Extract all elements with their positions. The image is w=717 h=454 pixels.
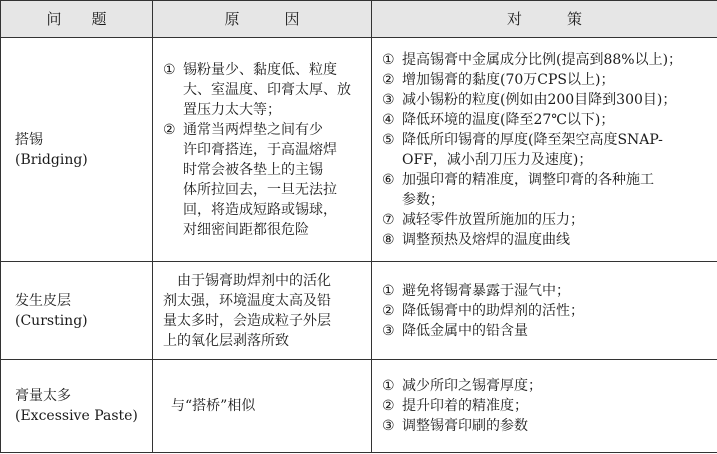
cause-line: 锡粉量少、黏度低、粒度 bbox=[183, 61, 337, 78]
measure-item bbox=[382, 376, 711, 396]
cause-line: 回，将造成短路或锡球， bbox=[183, 201, 337, 218]
measure-line: 减轻零件放置所施加的压力； bbox=[402, 211, 584, 228]
measure-item bbox=[382, 50, 711, 70]
measure-item bbox=[382, 230, 711, 250]
cause-line: 时常会被各垫上的主锡 bbox=[183, 161, 323, 178]
issue-name-cn: 膏量太多 bbox=[15, 388, 71, 404]
table-row-bridging bbox=[1, 38, 717, 262]
measure-cell bbox=[372, 38, 717, 262]
item-number: ② bbox=[382, 398, 395, 414]
measure-item bbox=[382, 130, 711, 170]
item-number: ① bbox=[382, 51, 395, 68]
item-number: ⑧ bbox=[382, 231, 395, 248]
item-number: ① bbox=[382, 378, 395, 394]
header-measure: 对 策 bbox=[372, 1, 717, 38]
measure-line: 加强印膏的精准度，调整印膏的各种施工 bbox=[402, 171, 654, 188]
measure-line: 降低金属中的铅含量 bbox=[402, 322, 528, 339]
cause-line: 通常当两焊垫之间有少 bbox=[183, 121, 323, 138]
issue-cell bbox=[1, 38, 153, 262]
item-number: ⑤ bbox=[382, 131, 395, 148]
measure-item bbox=[382, 170, 711, 210]
item-number: ② bbox=[382, 302, 395, 319]
table-row-excessive-paste bbox=[1, 360, 717, 453]
item-number: ⑥ bbox=[382, 171, 395, 188]
measure-item bbox=[382, 110, 711, 130]
measure-line: 降低环境的温度(降至27℃以下)； bbox=[402, 111, 615, 128]
cause-item bbox=[163, 60, 363, 120]
item-number: ① bbox=[382, 282, 395, 299]
cause-cell bbox=[153, 38, 372, 262]
item-number: ③ bbox=[382, 91, 395, 108]
measure-line: 降低锡膏中的助焊剂的活性； bbox=[402, 302, 584, 319]
measure-line: 调整锡膏印刷的参数 bbox=[402, 418, 528, 434]
measure-line: 减少所印之锡膏厚度； bbox=[402, 378, 542, 394]
cause-cell bbox=[153, 360, 372, 453]
measure-item bbox=[382, 70, 711, 90]
measure-item bbox=[382, 210, 711, 230]
measure-item bbox=[382, 416, 711, 436]
issue-cell bbox=[1, 262, 153, 360]
cause-line: 剂太强，环境温度太高及铅 bbox=[163, 292, 331, 309]
cause-cell bbox=[153, 262, 372, 360]
cause-text: 与“搭桥”相似 bbox=[171, 398, 256, 414]
item-number: ② bbox=[382, 71, 395, 88]
item-number: ⑦ bbox=[382, 211, 395, 228]
measure-line: 提高锡膏中金属成分比例(提高到88%以上)； bbox=[402, 51, 683, 68]
item-number: ④ bbox=[382, 111, 395, 128]
measure-line: 避免将锡膏暴露于湿气中； bbox=[402, 282, 570, 299]
cause-line: 许印膏搭连，于高温熔焊 bbox=[183, 141, 337, 158]
issue-name-en: (Bridging) bbox=[15, 151, 88, 168]
cause-line: 量太多时，会造成粒子外层 bbox=[163, 312, 331, 329]
cause-line: 由于锡膏助焊剂中的活化 bbox=[163, 272, 331, 289]
measure-line: 降低所印锡膏的厚度(降至架空高度SNAP- bbox=[402, 131, 663, 148]
cause-line: 上的氧化层剥落所致 bbox=[163, 332, 289, 349]
measure-item bbox=[382, 281, 711, 301]
measure-item bbox=[382, 396, 711, 416]
measure-line: 增加锡膏的黏度(70万CPS以上)； bbox=[402, 71, 615, 88]
issue-name-cn: 发生皮层 bbox=[15, 292, 71, 309]
cause-line: 对细密间距都很危险 bbox=[183, 221, 309, 238]
measure-line: 减小锡粉的粒度(例如由200目降到300目)； bbox=[402, 91, 677, 108]
measure-cell bbox=[372, 360, 717, 453]
cause-line: 大、室温度、印膏太厚、放 bbox=[183, 81, 351, 98]
item-number: ① bbox=[163, 61, 176, 78]
issue-name-en: (Excessive Paste) bbox=[15, 408, 138, 424]
issue-name-en: (Cursting) bbox=[15, 312, 88, 329]
measure-line: 提升印着的精准度； bbox=[402, 398, 528, 414]
cause-item bbox=[163, 120, 363, 240]
table-row-cursting bbox=[1, 262, 717, 360]
issue-cell bbox=[1, 360, 153, 453]
measure-line: 调整预热及熔焊的温度曲线 bbox=[402, 231, 570, 248]
measure-line: OFF，减小刮刀压力及速度)； bbox=[402, 151, 593, 168]
header-issue: 问 题 bbox=[1, 1, 153, 38]
cause-line: 置压力太大等； bbox=[183, 101, 281, 118]
item-number: ③ bbox=[382, 418, 395, 434]
item-number: ③ bbox=[382, 322, 395, 339]
item-number: ② bbox=[163, 121, 176, 138]
measure-item bbox=[382, 321, 711, 341]
cause-line: 体所拉回去，一旦无法拉 bbox=[183, 181, 337, 198]
header-row bbox=[1, 1, 717, 38]
measure-item bbox=[382, 90, 711, 110]
measure-item bbox=[382, 301, 711, 321]
header-cause: 原 因 bbox=[153, 1, 372, 38]
measure-cell bbox=[372, 262, 717, 360]
issue-name-cn: 搭锡 bbox=[15, 131, 43, 148]
measure-line: 参数； bbox=[402, 191, 444, 208]
